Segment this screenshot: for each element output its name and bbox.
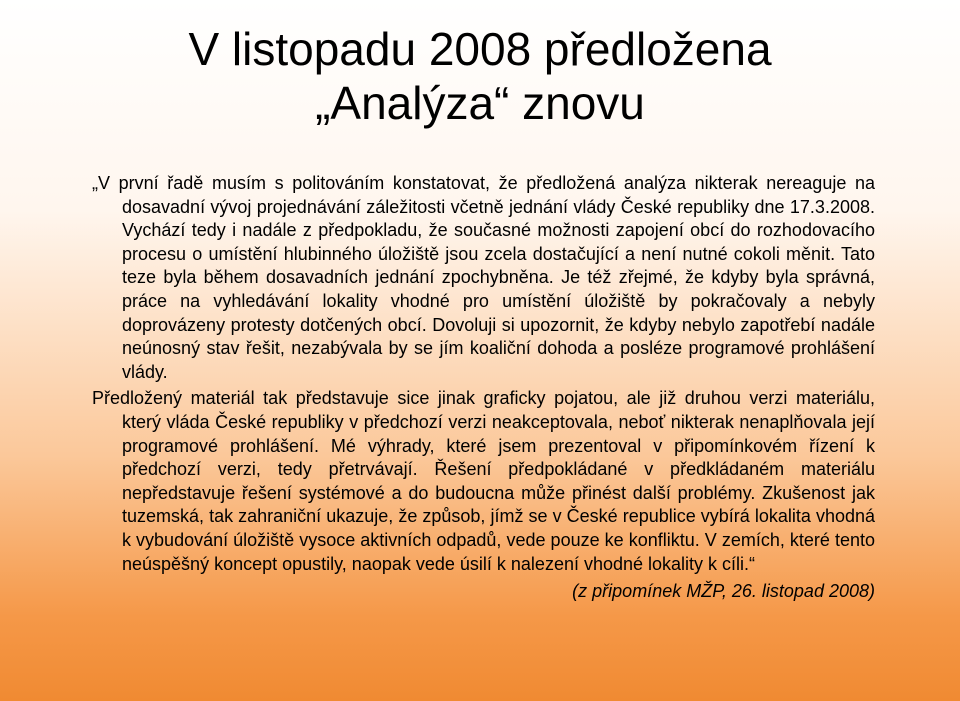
citation: (z připomínek MŽP, 26. listopad 2008) — [572, 581, 875, 602]
title-line-2: „Analýza“ znovu — [315, 77, 645, 129]
quote-paragraph-1: „V první řadě musím s politováním konstatovat, že předložená analýza nikterak nereaguje na dosavadní vývoj projednávání záležitosti včetně jednání vlády České republiky dne 17.3.2008. Vychází tedy i nadále z předpokladu, že současné možnosti zapojení obcí do rozhodovacího procesu o umístění hlubinného úložiště jsou zcela dostačující a není nutné cokoli měnit. Tato teze byla během dosavadních jednání zpochybněna. Je též zřejmé, že kdyby byla správná, práce na vyhledávání lokality vhodné pro umístění úložiště by pokračovaly a nebyly doprovázeny protesty dotčených obcí. Dovoluji si upozornit, že kdyby nebylo zapotřebí nadále neúnosný stav řešit, nezabývala by se jím koaliční dohoda a posléze programové prohlášení vlády. — [92, 173, 875, 382]
title-line-1: V listopadu 2008 předložena — [188, 23, 772, 75]
quote-body — [92, 172, 875, 604]
slide-title — [60, 22, 900, 130]
quote-paragraph-2: Předložený materiál tak představuje sice jinak graficky pojatou, ale již druhou verzi materiálu, který vláda České republiky v předchozí verzi neakceptovala, neboť nikterak nenaplňovala její programové prohlášení. Mé výhrady, které jsem prezentoval v připomínkovém řízení k předchozí verzi, tedy přetrvávají. Řešení předpokládané v předkládaném materiálu nepředstavuje řešení systémové a do budoucna může přinést další problémy. Zkušenost jak tuzemská, tak zahraniční ukazuje, že způsob, jímž se v České republice vybírá lokalita vhodná k vybudování úložiště vysoce aktivních odpadů, vede pouze ke konfliktu. V zemích, které tento neúspěšný koncept opustily, naopak vede úsilí k nalezení vhodné lokality k cíli.“ — [92, 388, 875, 574]
